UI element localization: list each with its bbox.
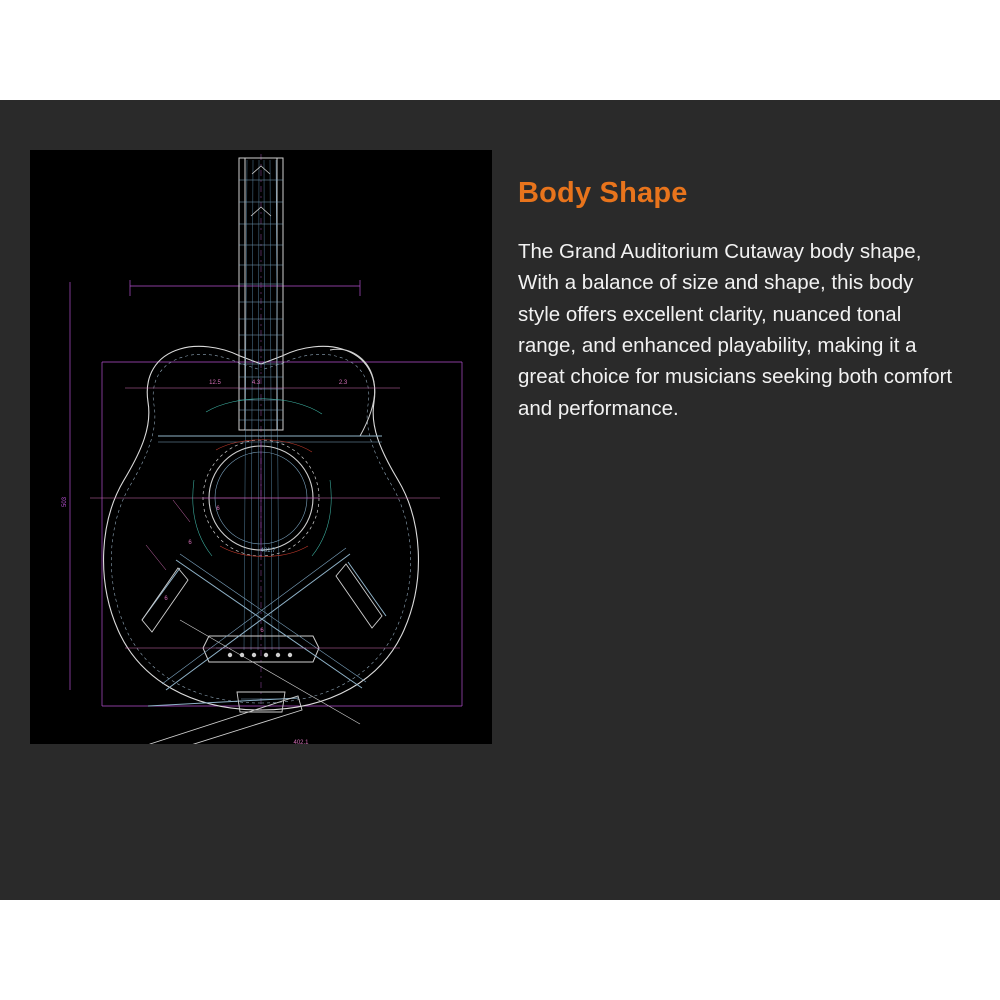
svg-text:503: 503 [62, 496, 68, 508]
body-paragraph: The Grand Auditorium Cutaway body shape, With a balance of size and shape, this body style offers excellent clarity, nuanced tonal range, and enhanced playability, making it a great choice for musicians seeking both comfort and performance. [518, 239, 953, 420]
feature-panel [0, 100, 1000, 900]
svg-text:2.3: 2.3 [338, 380, 348, 386]
svg-text:401.7: 401.7 [260, 548, 276, 554]
svg-text:4.3: 4.3 [251, 380, 261, 386]
svg-text:6: 6 [260, 628, 264, 634]
svg-text:6: 6 [216, 506, 220, 512]
feature-text-column [518, 178, 958, 424]
guitar-blueprint-drawing [30, 150, 492, 744]
page-title: Body Shape [518, 177, 688, 209]
svg-text:6: 6 [188, 540, 192, 546]
guitar-blueprint-figure [30, 150, 492, 744]
svg-text:6: 6 [164, 596, 168, 602]
svg-text:12.5: 12.5 [209, 380, 221, 386]
svg-text:402.1: 402.1 [293, 740, 309, 744]
